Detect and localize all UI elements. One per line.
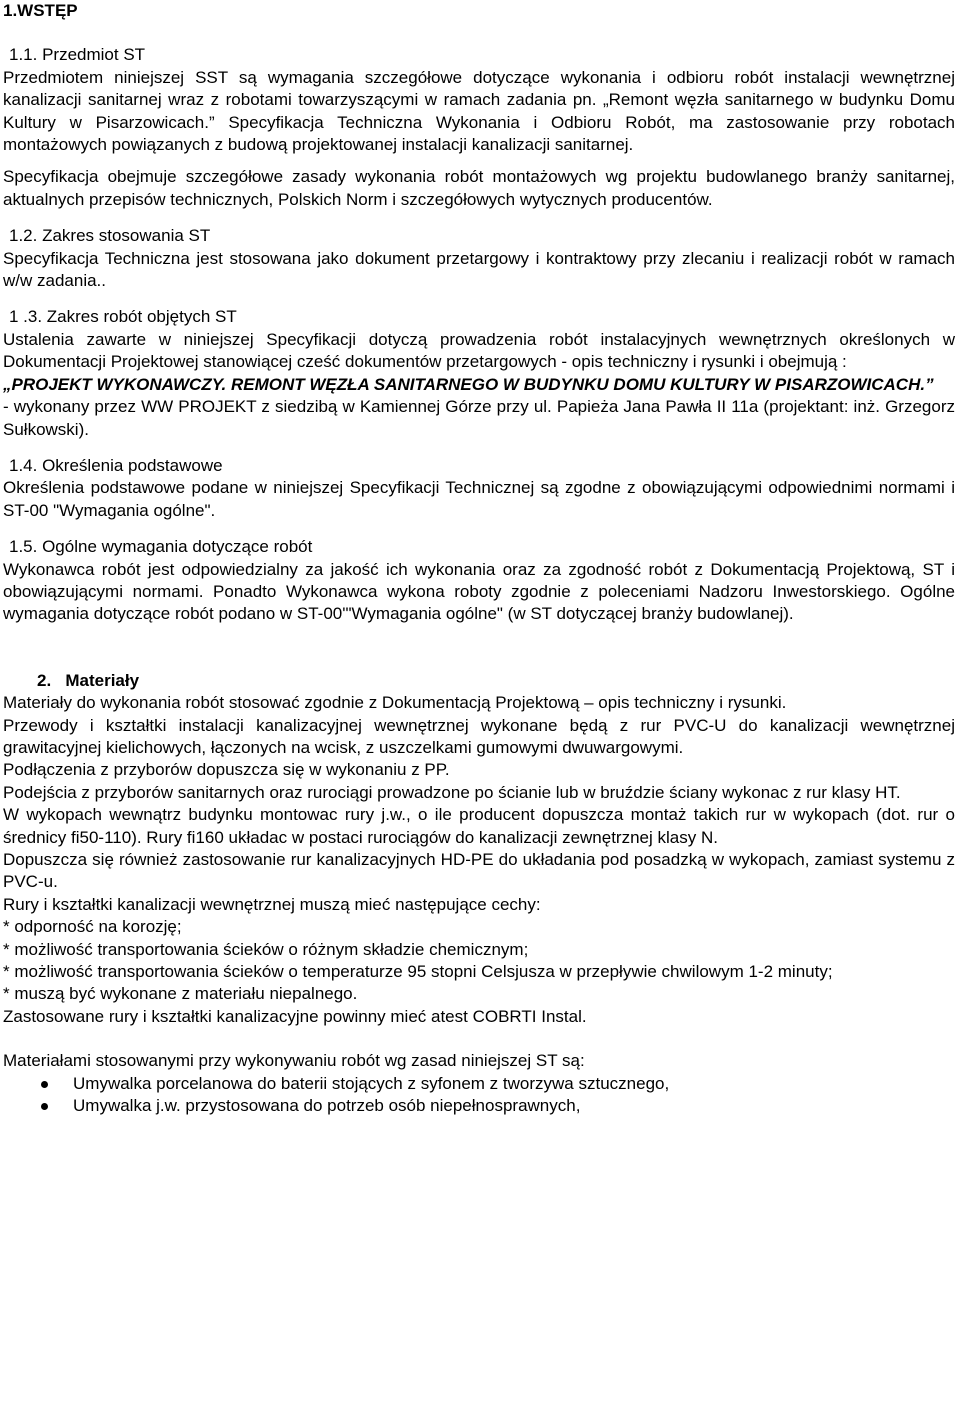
subsection-title-1-5: 1.5. Ogólne wymagania dotyczące robót <box>9 537 313 557</box>
subsection-title-1-1: 1.1. Przedmiot ST <box>9 45 146 65</box>
paragraph-projektant: - wykonany przez WW PROJEKT z siedzibą w Kamiennej Górze przy ul. Papieża Jana Pawła II 11a (projektant: inż. Grzegorz Sułkowski). <box>3 397 955 439</box>
subsection-title-1-3: 1 .3. Zakres robót objętych ST <box>9 307 237 327</box>
project-title: „PROJEKT WYKONAWCZY. REMONT WĘZŁA SANITARNEGO W BUDYNKU DOMU KULTURY W PISARZOWICACH.” <box>3 374 934 394</box>
materials-line: Rury i kształtki kanalizacji wewnętrznej muszą mieć następujące cechy: <box>3 894 541 914</box>
section-heading-materialy <box>3 670 955 692</box>
paragraph-zakres-robot: Ustalenia zawarte w niniejszej Specyfikacji dotyczą prowadzenia robót instalacyjnych wewnętrznych określonych w Dokumentacji Projektowej stanowiącej cześć dokumentów przetargowych - opis techniczny i rysunki i obejmują : <box>3 329 955 372</box>
paragraph-zakres-stosowania: Specyfikacja Techniczna jest stosowana jako dokument przetargowy i kontraktowy przy zlecaniu i realizacji robót w ramach w/w zadania.. <box>3 248 955 291</box>
subsection-title-1-4: 1.4. Określenia podstawowe <box>9 455 223 475</box>
materials-line: W wykopach wewnątrz budynku montowac rury j.w., o ile producent dopuszcza montaż takich rur w wykopach (dot. rur o średnicy fi50-110). Rury fi160 układac w postaci rurociągów do kanalizacji zewnętrznej klasy N. <box>3 805 955 847</box>
section-heading-wstep: 1.WSTĘP <box>3 1 78 20</box>
paragraph-wymagania-ogolne: Wykonawca robót jest odpowiedzialny za jakość ich wykonania oraz za zgodność robót z Dokumentacją Projektową, ST i obowiązującymi normami. Ponadto Wykonawca wykona roboty zgodnie z poleceniami Nadzoru Inwestorskiego. Ogólne wymagania dotyczące robót podano w ST-00'"Wymagania ogólne" (w ST dotyczącej branży budowlanej). <box>3 559 955 624</box>
materials-line: Przewody i kształtki instalacji kanalizacyjnej wewnętrznej wykonane będą z rur PVC-U do kanalizacji wewnętrznej grawitacyjnej kielichowych, łączonych na wcisk, z uszczelkami gumowymi dwuwargowymi. <box>3 715 955 757</box>
materials-line: * możliwość transportowania ścieków o różnym składzie chemicznym; <box>3 939 529 959</box>
materials-text <box>3 692 955 1028</box>
materials-line: * muszą być wykonane z materiału niepalnego. <box>3 984 358 1004</box>
subsection-title-1-2: 1.2. Zakres stosowania ST <box>9 226 211 246</box>
list-item: Umywalka porcelanowa do baterii stojących z syfonem z tworzywa sztucznego, <box>3 1073 955 1095</box>
paragraph-okreslenia: Określenia podstawowe podane w niniejszej Specyfikacji Technicznej są zgodne z obowiązującymi odpowiednimi normami i ST-00 "Wymagania ogólne". <box>3 478 955 520</box>
materials-line: Dopuszcza się również zastosowanie rur kanalizacyjnych HD-PE do układania pod posadzką w wykopach, zamiast systemu z PVC-u. <box>3 850 955 892</box>
section-number: 2. <box>37 670 52 690</box>
paragraph-przedmiot: Przedmiotem niniejszej SST są wymagania szczegółowe dotyczące wykonania i odbioru robót instalacji wewnętrznej kanalizacji sanitarnej wraz z robotami towarzyszącymi w ramach zadania pn. „Remont węzła sanitarnego w budynku Domu Kultury w Pisarzowicach.” Specyfikacja Techniczna Wykonania i Odbioru Robót, ma zastosowanie przy robotach montażowych powiązanych z budową projektowanej instalacji kanalizacji sanitarnej. <box>3 67 955 155</box>
materials-line: * możliwość transportowania ścieków o temperaturze 95 stopni Celsjusza w przepływie chwilowym 1-2 minuty; <box>3 962 833 982</box>
materials-line: Materiały do wykonania robót stosować zgodnie z Dokumentacją Projektową – opis techniczny i rysunki. <box>3 693 787 713</box>
document-page <box>3 0 955 1117</box>
paragraph-specyfikacja-obejmuje: Specyfikacja obejmuje szczegółowe zasady wykonania robót montażowych wg projektu budowlanego branży sanitarnej, aktualnych przepisów technicznych, Polskich Norm i szczegółowych wytycznych producentów. <box>3 167 955 209</box>
materials-line: Zastosowane rury i kształtki kanalizacyjne powinny mieć atest COBRTI Instal. <box>3 1006 587 1026</box>
list-item: Umywalka j.w. przystosowana do potrzeb osób niepełnosprawnych, <box>3 1095 955 1117</box>
materials-line: Podłączenia z przyborów dopuszcza się w wykonaniu z PP. <box>3 760 450 780</box>
section-title: Materiały <box>65 670 140 690</box>
materials-line: Podejścia z przyborów sanitarnych oraz rurociągi prowadzone po ścianie lub w bruździe ściany wykonac z rur klasy HT. <box>3 782 901 802</box>
equipment-intro: Materiałami stosowanymi przy wykonywaniu robót wg zasad niniejszej ST są: <box>3 1051 585 1071</box>
materials-line: * odporność na korozję; <box>3 917 182 937</box>
equipment-list <box>3 1073 955 1118</box>
